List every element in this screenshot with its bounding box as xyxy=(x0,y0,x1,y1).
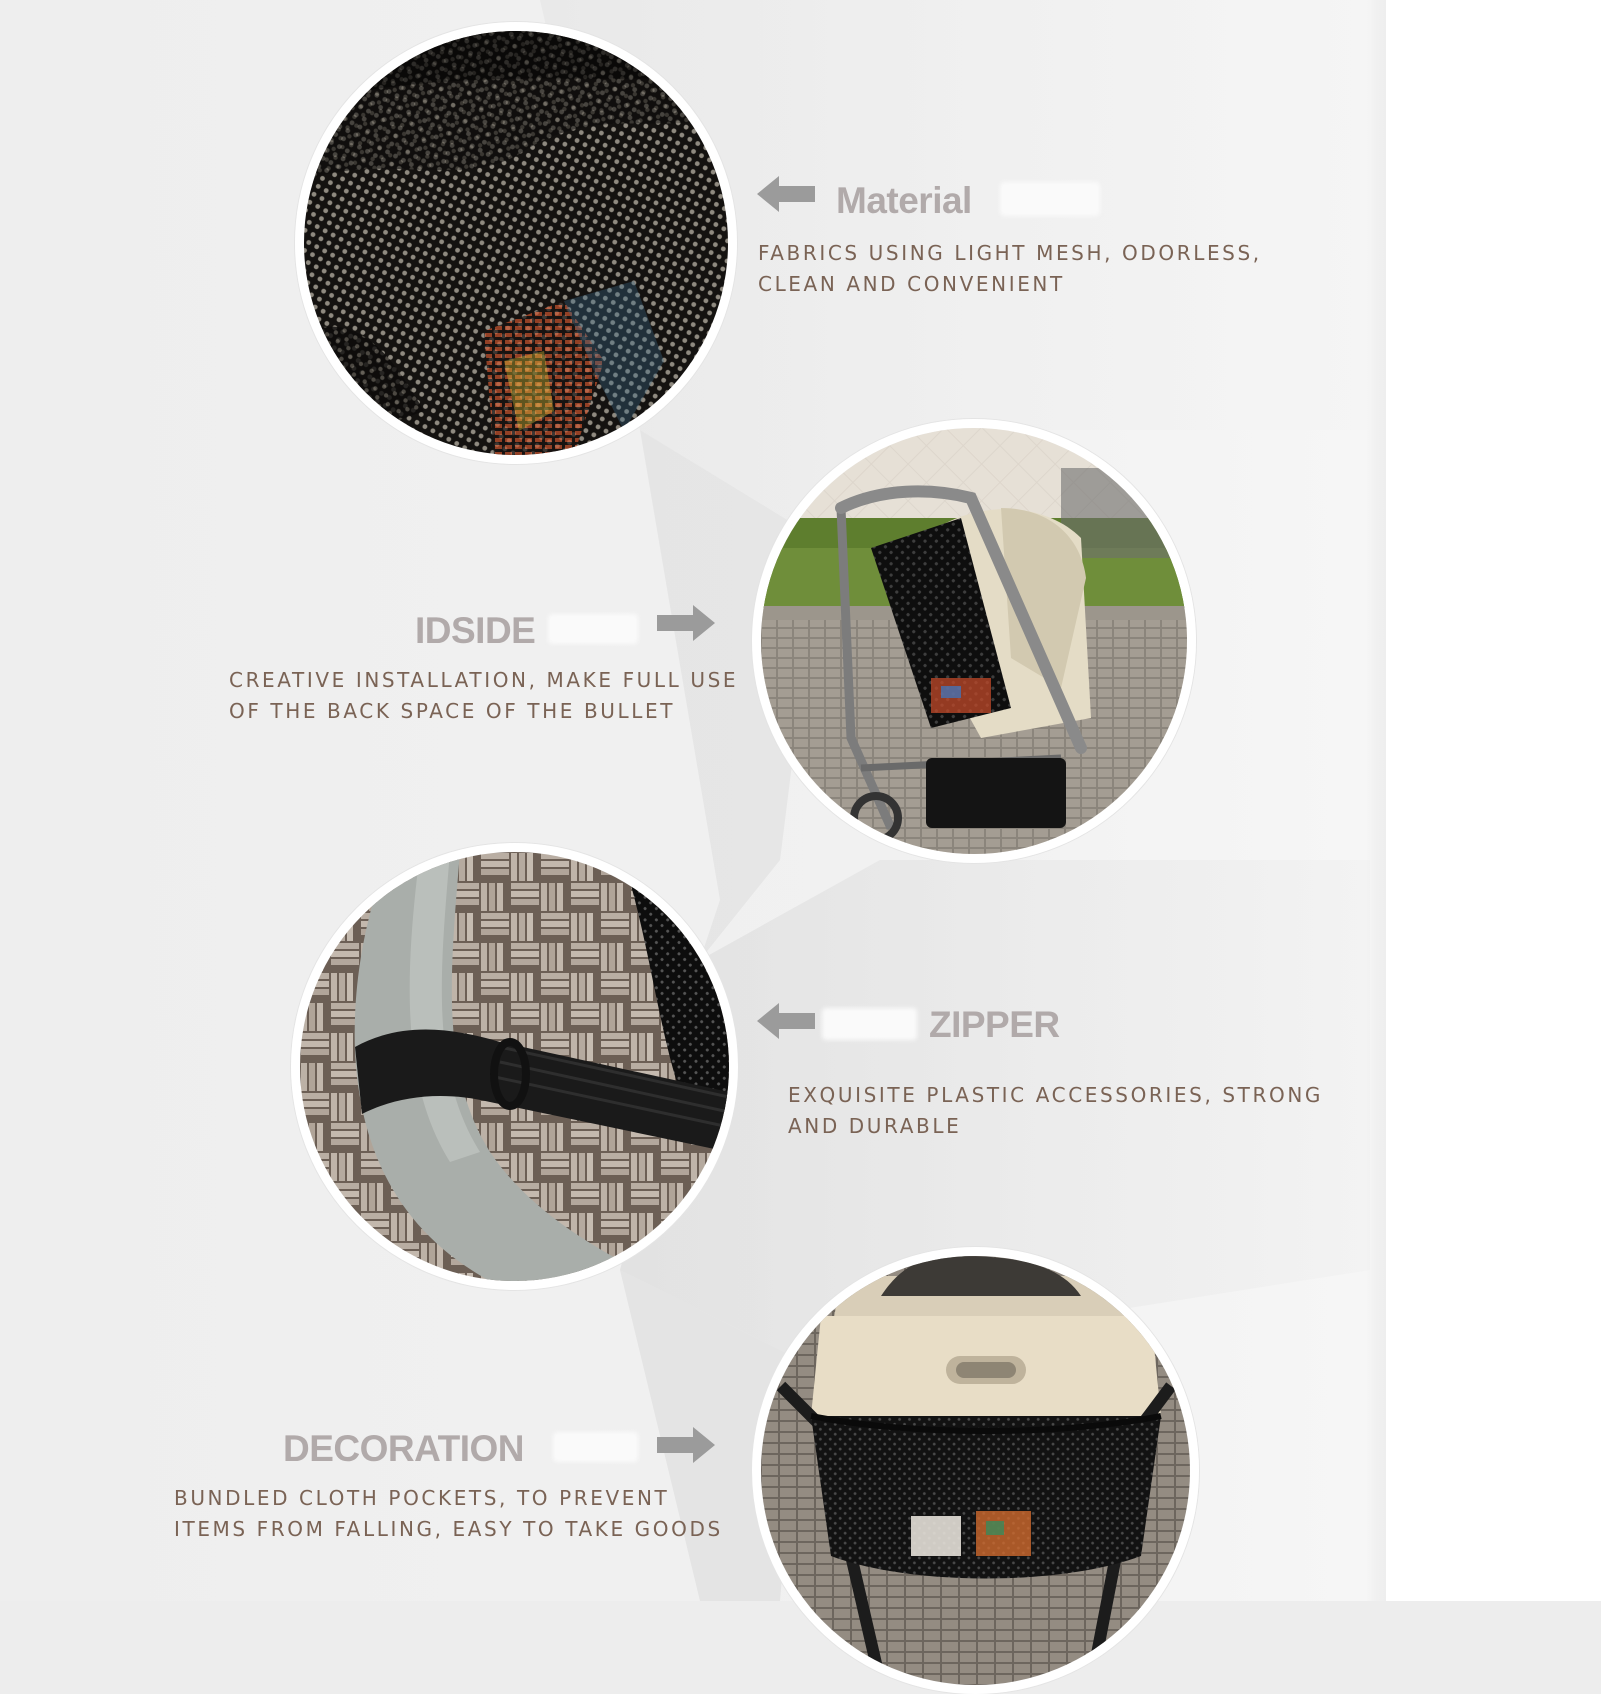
feature-heading-material: Material xyxy=(836,180,972,221)
description-line: CLEAN AND CONVENIENT xyxy=(758,272,1065,296)
arrow-left-icon xyxy=(757,174,817,218)
description-line: BUNDLED CLOTH POCKETS, TO PREVENT xyxy=(174,1486,670,1510)
feature-description-idside xyxy=(229,665,738,727)
description-line: EXQUISITE PLASTIC ACCESSORIES, STRONG xyxy=(788,1083,1323,1107)
feature-description-decoration xyxy=(174,1483,723,1545)
description-line: ITEMS FROM FALLING, EASY TO TAKE GOODS xyxy=(174,1517,723,1541)
arrow-right-icon xyxy=(655,603,715,647)
description-line: AND DURABLE xyxy=(788,1114,962,1138)
description-line: FABRICS USING LIGHT MESH, ODORLESS, xyxy=(758,241,1262,265)
description-line: OF THE BACK SPACE OF THE BULLET xyxy=(229,699,676,723)
heading-highlight xyxy=(553,1432,638,1462)
feature-description-zipper xyxy=(788,1080,1323,1142)
stroller-net-bag-photo xyxy=(752,419,1196,863)
feature-description-material xyxy=(758,238,1262,300)
arrow-left-icon xyxy=(757,1001,817,1045)
arrow-right-icon xyxy=(655,1425,715,1469)
heading-highlight xyxy=(548,614,638,644)
feature-heading-zipper: ZIPPER xyxy=(929,1004,1060,1045)
mesh-fabric-photo xyxy=(295,22,737,464)
description-line: CREATIVE INSTALLATION, MAKE FULL USE xyxy=(229,668,739,692)
stroller-seat-pocket-photo xyxy=(752,1247,1199,1694)
heading-highlight xyxy=(822,1008,917,1040)
heading-highlight xyxy=(1000,182,1100,216)
feature-heading-idside: IDSIDE xyxy=(415,610,536,651)
feature-heading-decoration: DECORATION xyxy=(283,1428,524,1469)
strap-on-handlebar-photo xyxy=(291,843,738,1290)
